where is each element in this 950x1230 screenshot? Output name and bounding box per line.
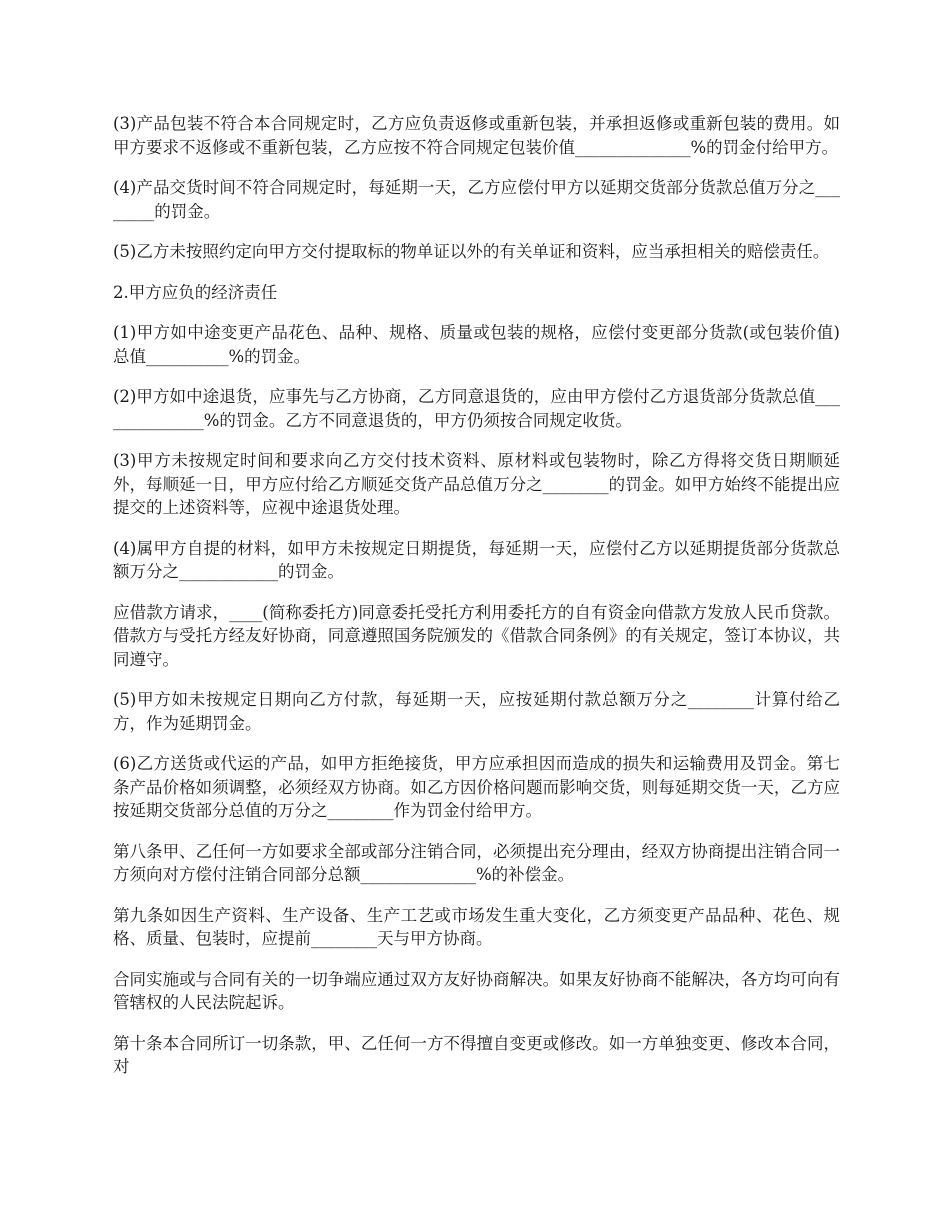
- section-heading-party-a-liability: 2.甲方应负的经济责任: [113, 282, 278, 302]
- paragraph-article-8-cancellation: 第八条甲、乙任何一方如要求全部或部分注销合同，必须提出充分理由，经双方协商提出注销合同一方须向对方偿付注销合同部分总额______________%的补偿金。: [113, 841, 840, 884]
- paragraph-3-packaging: (3)产品包装不符合本合同规定时，乙方应负责返修或重新包装，并承担返修或重新包装的费用。如甲方要求不返修或不重新包装，乙方应按不符合同规定包装价值______________%的罚金付给甲方。: [113, 114, 840, 157]
- paragraph-a1-change-spec: (1)甲方如中途变更产品花色、品种、规格、质量或包装的规格，应偿付变更部分货款(或包装价值)总值__________%的罚金。: [113, 323, 840, 366]
- document-page: [113, 112, 840, 1096]
- paragraph-loan-entrustment: 应借款方请求，____(简称委托方)同意委托受托方利用委托方的自有资金向借款方发放人民币贷款。借款方与受托方经友好协商，同意遵照国务院颁发的《借款合同条例》的有关规定，签订本协议，共同遵守。: [113, 602, 840, 669]
- paragraph-a6-refuse-delivery: (6)乙方送货或代运的产品，如甲方拒绝接货，甲方应承担因而造成的损失和运输费用及罚金。第七条产品价格如须调整，必须经双方协商。如乙方因价格问题而影响交货，则每延期交货一天，乙方应按延期交货部分总值的万分之________作为罚金付给甲方。: [113, 754, 840, 820]
- paragraph-a2-return-goods: (2)甲方如中途退货，应事先与乙方协商，乙方同意退货的，应由甲方偿付乙方退货部分货款总值______________%的罚金。乙方不同意退货的，甲方仍须按合同规定收货。: [113, 387, 840, 430]
- paragraph-a5-late-payment: (5)甲方如未按规定日期向乙方付款，每延期一天，应按延期付款总额万分之________计算付给乙方，作为延期罚金。: [113, 690, 840, 733]
- paragraph-article-10-terms: 第十条本合同所订一切条款，甲、乙任何一方不得擅自变更或修改。如一方单独变更、修改本合同，对: [113, 1033, 840, 1076]
- paragraph-4-delivery-delay: (4)产品交货时间不符合同规定时，每延期一天，乙方应偿付甲方以延期交货部分货款总值万分之________的罚金。: [113, 178, 840, 221]
- paragraph-a4-self-pickup: (4)属甲方自提的材料，如甲方未按规定日期提货，每延期一天，应偿付乙方以延期提货部分货款总额万分之____________的罚金。: [113, 538, 840, 581]
- paragraph-5-documents: (5)乙方未按照约定向甲方交付提取标的物单证以外的有关单证和资料，应当承担相关的赔偿责任。: [113, 242, 830, 261]
- paragraph-dispute-resolution: 合同实施或与合同有关的一切争端应通过双方友好协商解决。如果友好协商不能解决，各方均可向有管辖权的人民法院起诉。: [113, 969, 840, 1012]
- paragraph-a3-technical-materials: (3)甲方未按规定时间和要求向乙方交付技术资料、原材料或包装物时，除乙方得将交货日期顺延外，每顺延一日，甲方应付给乙方顺延交货产品总值万分之________的罚金。如甲方始终不能提出应提交的上述资料等，应视中途退货处理。: [113, 451, 840, 517]
- paragraph-article-9-changes: 第九条如因生产资料、生产设备、生产工艺或市场发生重大变化，乙方须变更产品品种、花色、规格、质量、包装时，应提前________天与甲方协商。: [113, 905, 840, 948]
